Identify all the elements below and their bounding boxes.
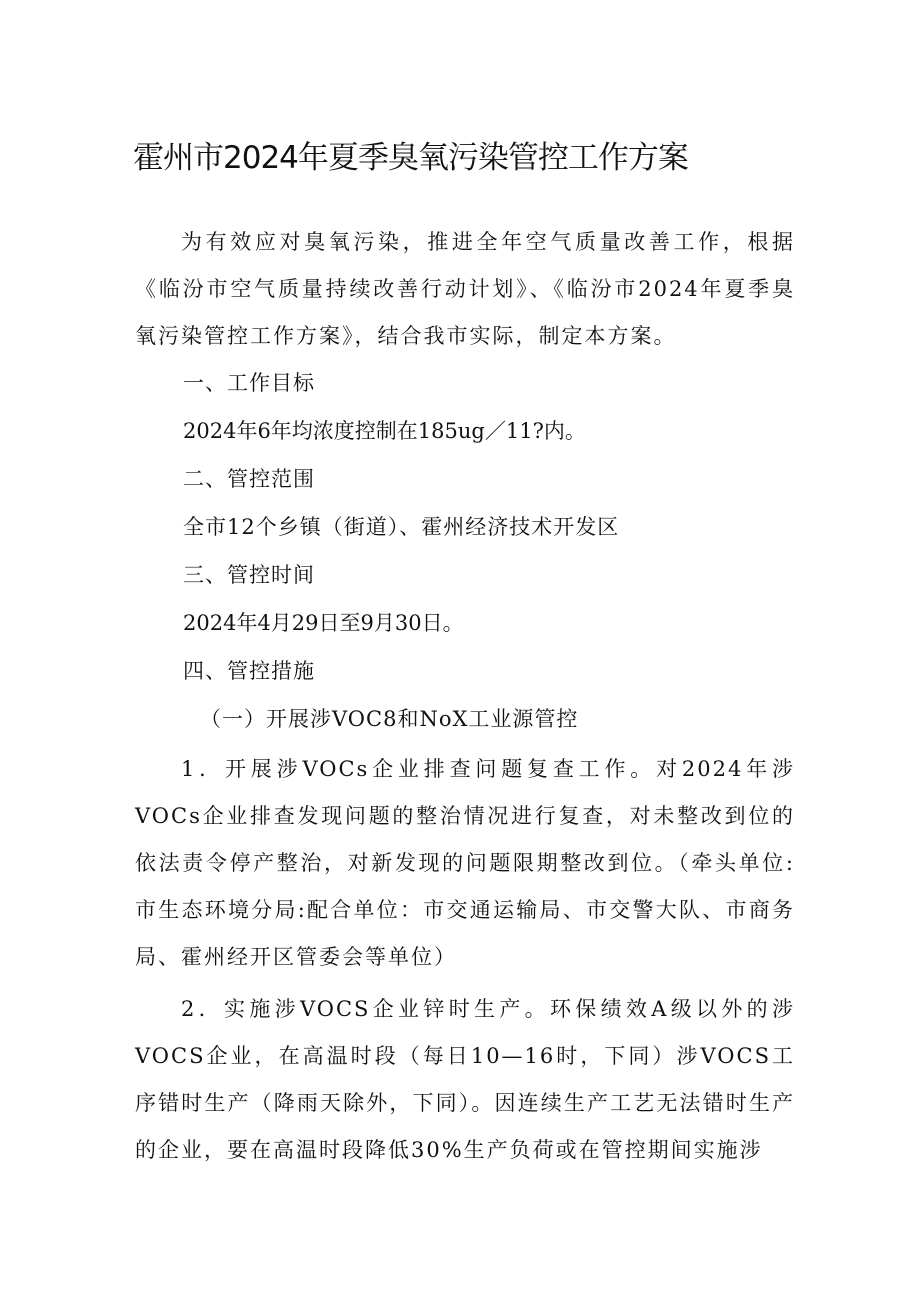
document-title: 霍州市2024年夏季臭氧污染管控工作方案 [133, 140, 688, 176]
section-content-goals: 2024年6年均浓度控制在185ug／11?内。 [183, 419, 586, 443]
section-content-scope: 全市12个乡镇（街道）、霍州经济技术开发区 [183, 515, 620, 539]
intro-paragraph: 为有效应对臭氧污染，推进全年空气质量改善工作，根据《临汾市空气质量持续改善行动计划》、《临汾市2024年夏季臭氧污染管控工作方案》，结合我市实际，制定本方案。 [135, 230, 795, 348]
section-heading-scope: 二、管控范围 [183, 467, 315, 491]
measure-item-1: 1．开展涉VOCs企业排查问题复查工作。对2024年涉VOCs企业排查发现问题的整治情况进行复查，对未整改到位的依法责令停产整治，对新发现的问题限期整改到位。（牵头单位:市生态环境分局:配合单位：市交通运输局、市交警大队、市商务局、霍州经开区管委会等单位） [135, 757, 795, 969]
section-heading-measures: 四、管控措施 [183, 659, 315, 683]
section-heading-time: 三、管控时间 [183, 563, 315, 587]
section-heading-goals: 一、工作目标 [183, 371, 315, 395]
measure-item-2: 2．实施涉VOCS企业锌时生产。环保绩效A级以外的涉VOCS企业，在高温时段（每日10—16时，下同）涉VOCS工序错时生产（降雨天除外，下同）。因连续生产工艺无法错时生产的企业，要在高温时段降低30%生产负荷或在管控期间实施涉 [135, 997, 795, 1162]
section-content-time: 2024年4月29日至9月30日。 [183, 611, 464, 635]
subsection-heading: （一）开展涉VOC8和NoX工业源管控 [200, 707, 579, 731]
